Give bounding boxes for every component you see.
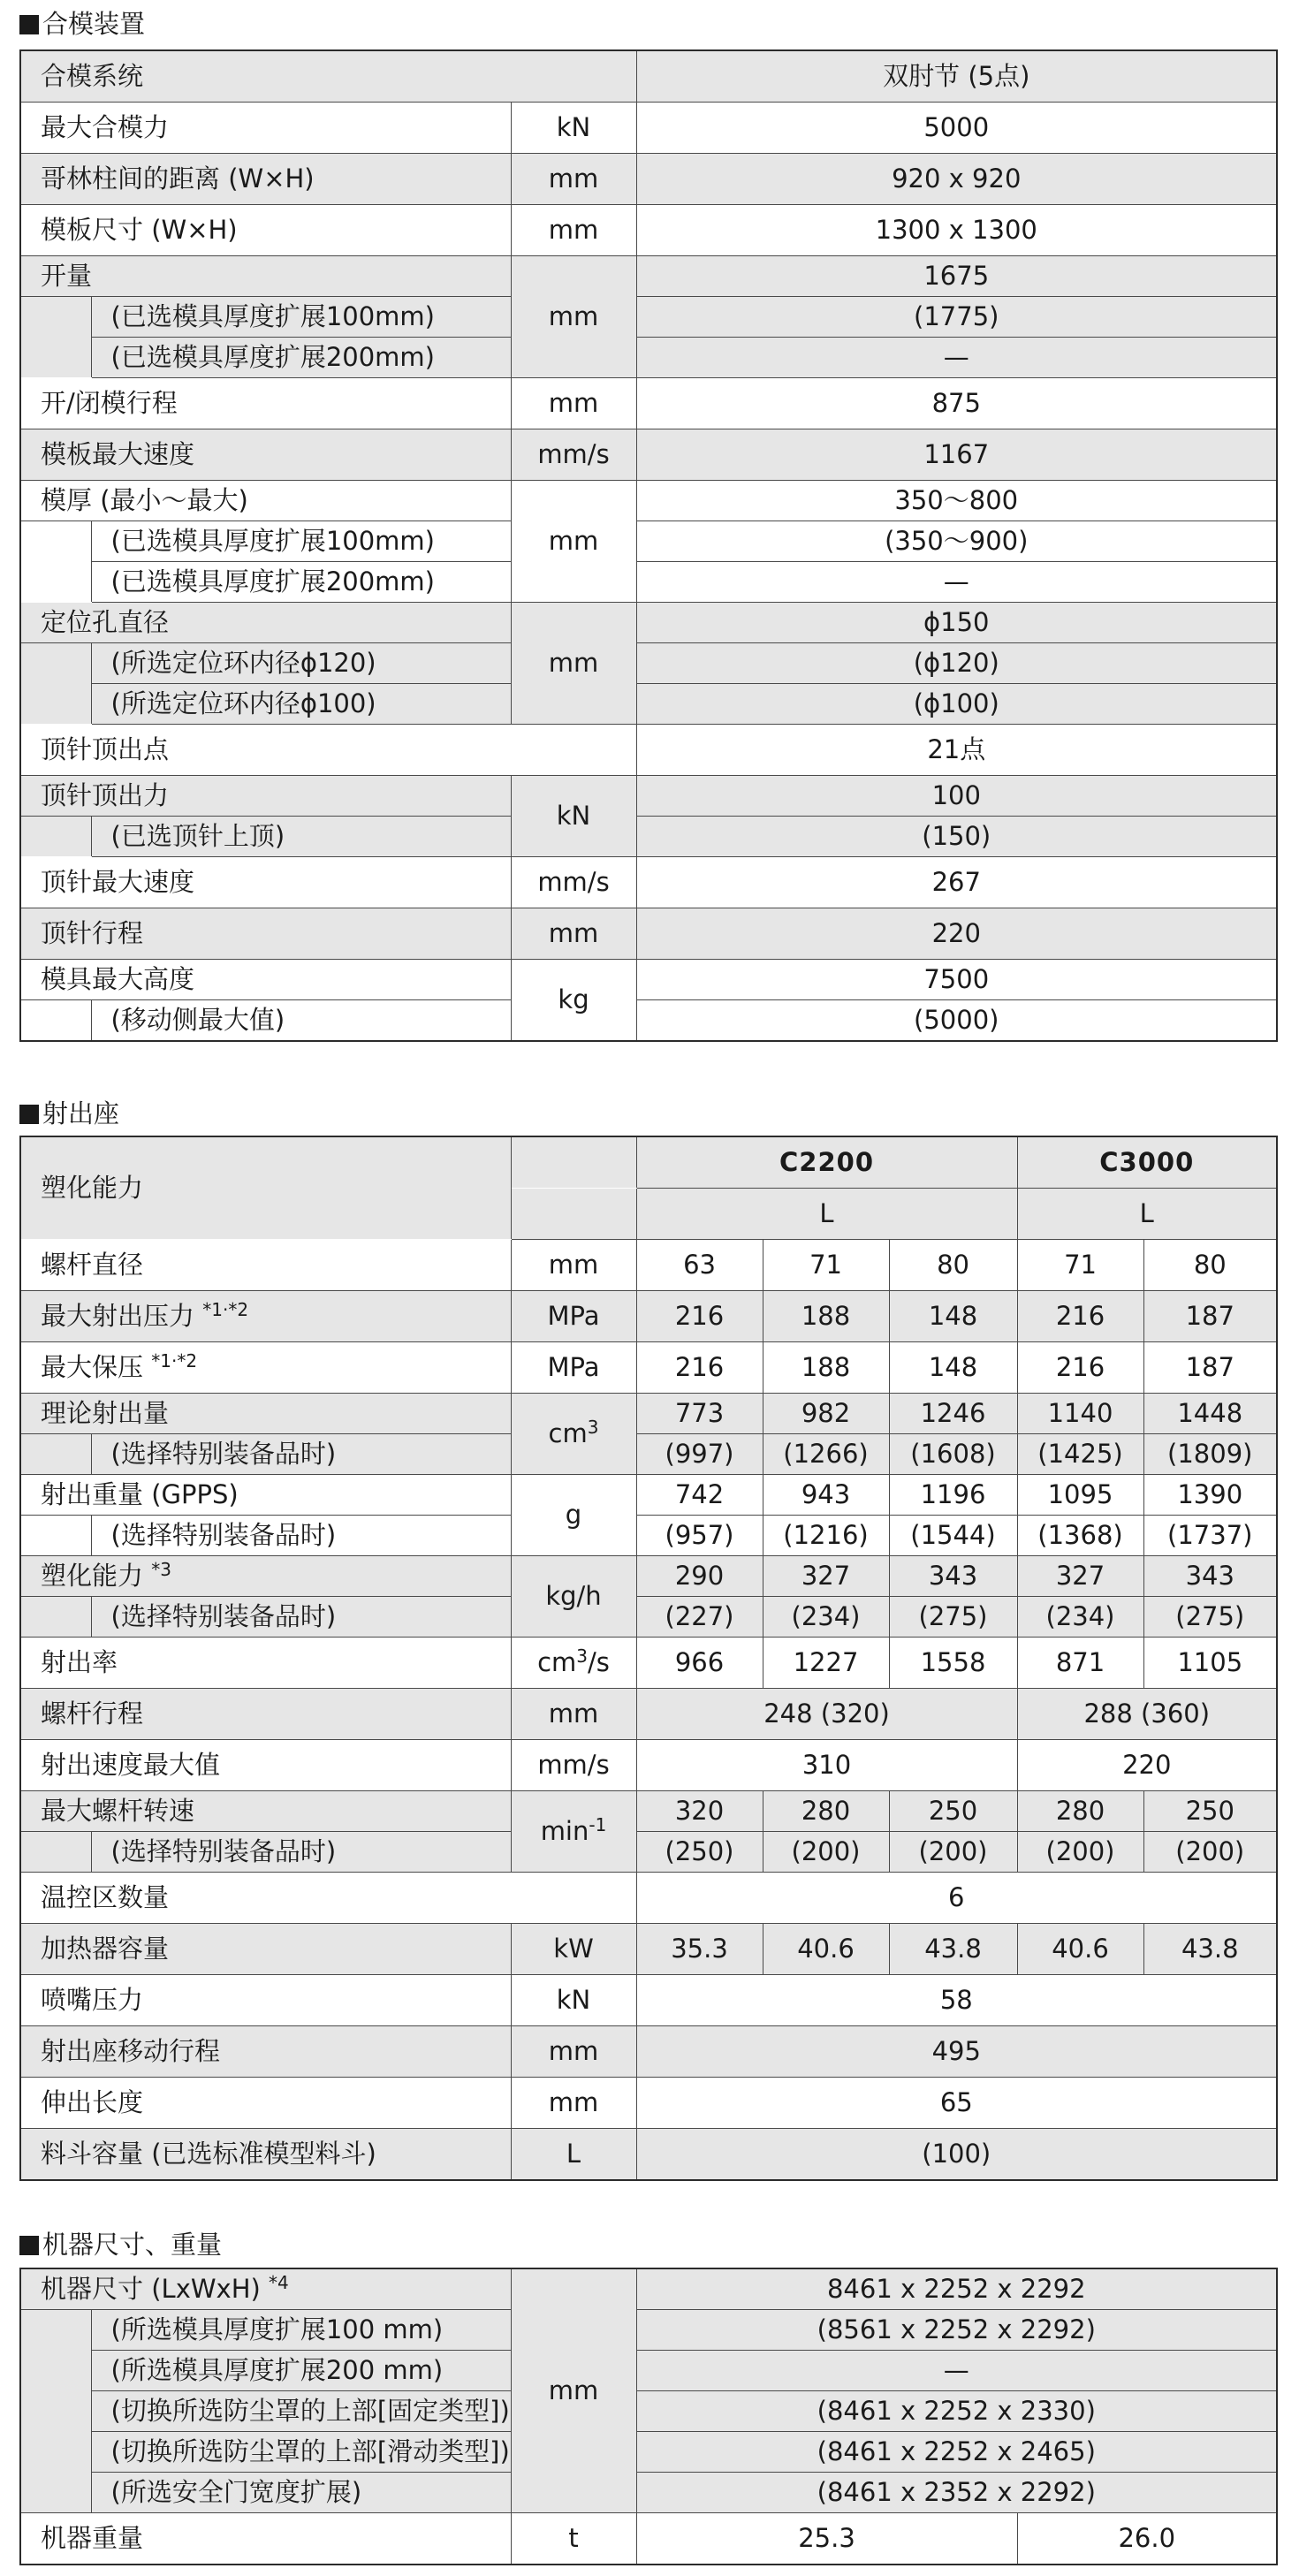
table-row: 模板最大速度 mm/s 1167 <box>20 429 1277 481</box>
table-row: 模具最大高度 kg 7500 <box>20 960 1277 1000</box>
section-title-dimensions: 机器尺寸、重量 <box>19 2230 222 2260</box>
table-row: 合模系统 双肘节 (5点) <box>20 50 1277 103</box>
table-row: 射出重量 (GPPS) g 742 943 1196 1095 1390 <box>20 1475 1277 1516</box>
table-row: 最大射出压力 $^{*1\cdot*2}$ MPa 216 188 148 216 187 <box>20 1291 1277 1342</box>
table-row: 螺杆行程 mm 248 (320) 288 (360) <box>20 1689 1277 1740</box>
table-row: 射出率 $cm^3/s$ 966 1227 1558 871 1105 <box>20 1638 1277 1689</box>
table-row: 射出速度最大值 mm/s 310 220 <box>20 1740 1277 1791</box>
table-row: (已选模具厚度扩展200mm) — <box>20 562 1277 603</box>
table-row: (选择特别装备品时) (250) (200) (200) (200) (200) <box>20 1832 1277 1873</box>
table-row: (所选安全门宽度扩展) (8461 x 2352 x 2292) <box>20 2473 1277 2513</box>
table-row: 顶针顶出点 21点 <box>20 725 1277 776</box>
section-title-clamping: 合模装置 <box>19 9 145 39</box>
table-row: 定位孔直径 mm ϕ150 <box>20 603 1277 643</box>
table-row: 最大保压 $^{*1\cdot*2}$ MPa 216 188 148 216 187 <box>20 1342 1277 1394</box>
table-row: (已选顶针上顶) (150) <box>20 817 1277 857</box>
dimensions-table <box>19 2268 1278 2565</box>
table-row: (所选定位环内径ϕ100) (ϕ100) <box>20 684 1277 725</box>
table-row: 温控区数量 6 <box>20 1873 1277 1924</box>
table-row: 机器尺寸 (LxWxH) $^{*4}$ mm 8461 x 2252 x 2292 <box>20 2268 1277 2310</box>
table-row: 顶针行程 mm 220 <box>20 908 1277 960</box>
table-row: 塑化能力 $^{*3}$ kg/h 290 327 343 327 343 <box>20 1556 1277 1597</box>
table-row: 最大螺杆转速 $\min^{-1}$ 320 280 250 280 250 <box>20 1791 1277 1832</box>
table-row: 机器重量 t 25.3 26.0 <box>20 2513 1277 2565</box>
clamping-table <box>19 49 1278 1042</box>
table-row: (选择特别装备品时) (227) (234) (275) (234) (275) <box>20 1597 1277 1638</box>
table-row: 料斗容量 (已选标准模型料斗) L (100) <box>20 2129 1277 2181</box>
square-bullet-icon <box>19 2236 39 2255</box>
table-row: 开量 mm 1675 <box>20 256 1277 297</box>
table-row: 顶针顶出力 kN 100 <box>20 776 1277 817</box>
table-row: L L <box>20 1189 1277 1240</box>
table-row: (切换所选防尘罩的上部[滑动类型]) (8461 x 2252 x 2465) <box>20 2432 1277 2473</box>
table-row: 理论射出量 $cm^3$ 773 982 1246 1140 1448 <box>20 1394 1277 1434</box>
table-row: 螺杆直径 mm 63 71 80 71 80 <box>20 1240 1277 1291</box>
table-row: 伸出长度 mm 65 <box>20 2078 1277 2129</box>
table-row: (所选模具厚度扩展100 mm) (8561 x 2252 x 2292) <box>20 2310 1277 2351</box>
table-row: 最大合模力 kN 5000 <box>20 103 1277 154</box>
table-row: 模厚 (最小～最大) mm 350～800 <box>20 481 1277 521</box>
table-row: (所选定位环内径ϕ120) (ϕ120) <box>20 643 1277 684</box>
table-row: 射出座移动行程 mm 495 <box>20 2026 1277 2078</box>
table-row: (已选模具厚度扩展100mm) (1775) <box>20 297 1277 338</box>
injection-table <box>19 1136 1278 2181</box>
table-row: 加热器容量 kW 35.3 40.6 43.8 40.6 43.8 <box>20 1924 1277 1975</box>
square-bullet-icon <box>19 1105 39 1124</box>
table-row: (移动侧最大值) (5000) <box>20 1000 1277 1042</box>
table-row: 喷嘴压力 kN 58 <box>20 1975 1277 2026</box>
table-row: 开/闭模行程 mm 875 <box>20 378 1277 429</box>
table-row: 顶针最大速度 mm/s 267 <box>20 857 1277 908</box>
table-row: (切换所选防尘罩的上部[固定类型]) (8461 x 2252 x 2330) <box>20 2391 1277 2432</box>
table-row: (所选模具厚度扩展200 mm) — <box>20 2351 1277 2391</box>
table-row: (选择特别装备品时) (957) (1216) (1544) (1368) (1737) <box>20 1516 1277 1556</box>
table-row: 模板尺寸 (W×H) mm 1300 x 1300 <box>20 205 1277 256</box>
section-title-injection: 射出座 <box>19 1098 119 1128</box>
table-row: (已选模具厚度扩展100mm) (350～900) <box>20 521 1277 562</box>
table-row: (选择特别装备品时) (997) (1266) (1608) (1425) (1809) <box>20 1434 1277 1475</box>
square-bullet-icon <box>19 15 39 34</box>
table-row: 塑化能力 C2200 C3000 <box>20 1136 1277 1189</box>
table-row: 哥林柱间的距离 (W×H) mm 920 x 920 <box>20 154 1277 205</box>
table-row: (已选模具厚度扩展200mm) — <box>20 338 1277 378</box>
